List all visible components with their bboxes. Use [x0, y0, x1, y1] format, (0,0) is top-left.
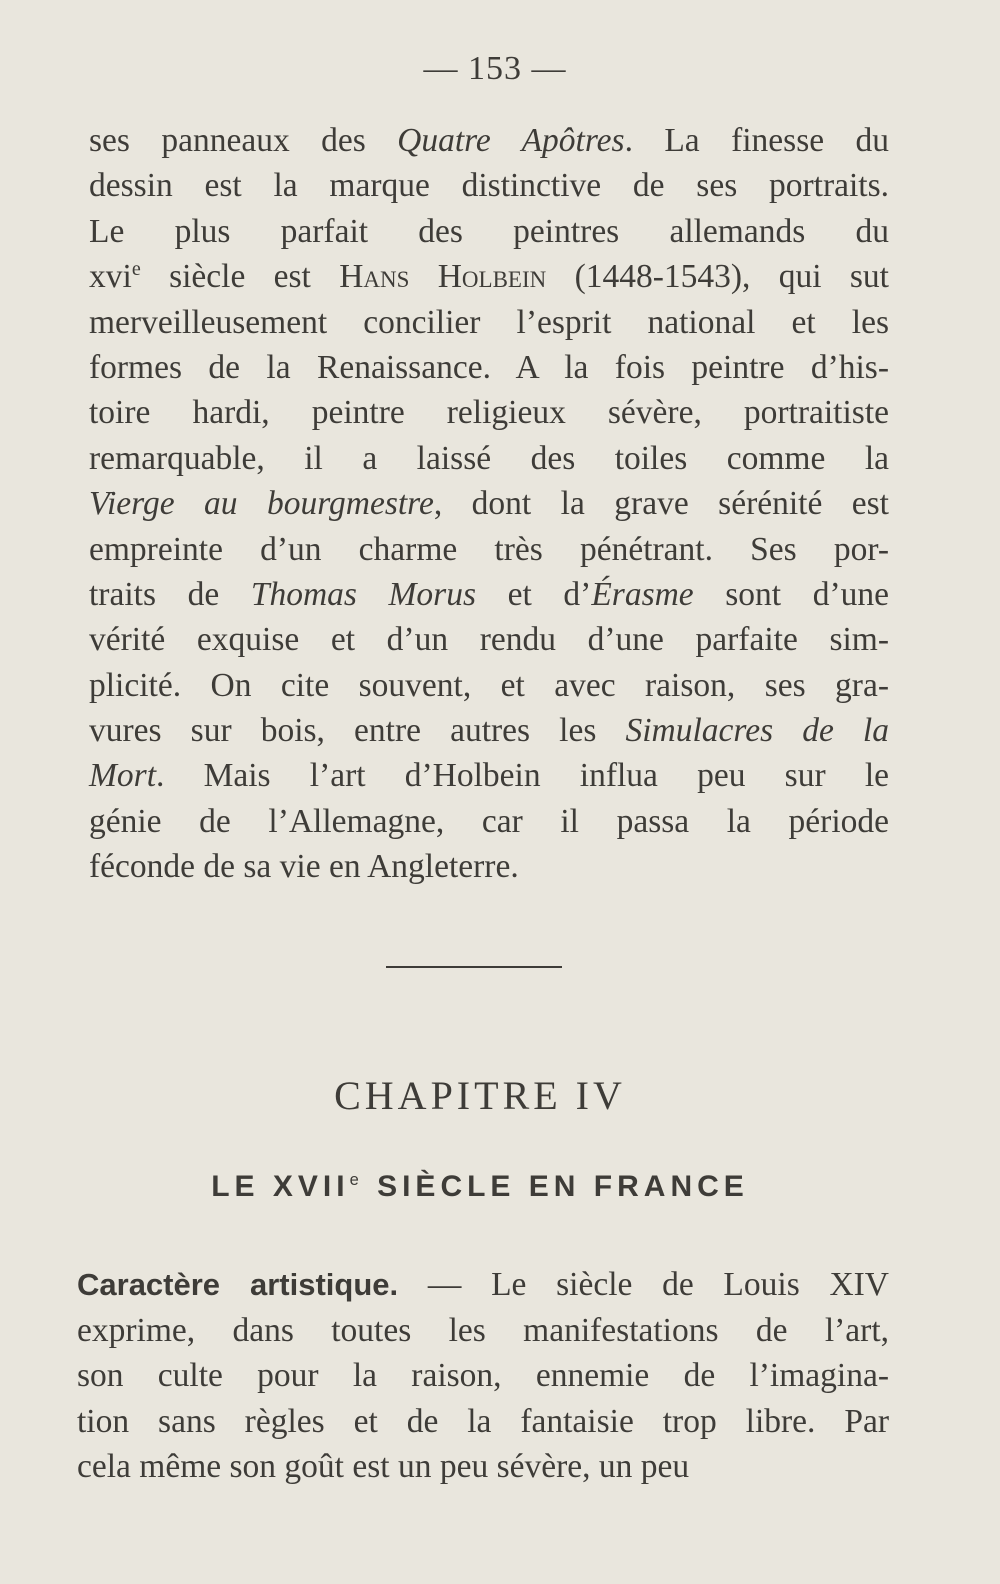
text-line: [89, 663, 889, 708]
text-line: [89, 436, 889, 481]
text-segment: Mort: [89, 757, 156, 795]
text-segment: empreinte d’un charme très pénétrant. Ses por-: [89, 530, 889, 568]
text-segment: — Le siècle de Louis XIV: [398, 1266, 889, 1303]
text-segment: cela même son goût est un peu sévère, un peu: [77, 1448, 690, 1486]
text-segment: féconde de sa vie en Angleterre.: [89, 848, 519, 886]
text-segment: ses panneaux des: [89, 122, 398, 159]
text-segment: génie de l’Allemagne, car il passa la période: [89, 802, 889, 840]
text-segment: . La finesse du: [624, 122, 889, 159]
paragraph-holbein: [89, 118, 889, 890]
text-line: [89, 481, 889, 526]
text-segment: toire hardi, peintre religieux sévère, portraitiste: [89, 394, 889, 432]
section-title-before: LE XVII: [211, 1170, 350, 1203]
text-line: [89, 799, 889, 844]
text-line: [89, 844, 889, 889]
text-line: [89, 708, 889, 753]
text-segment: tion sans règles et de la fantaisie trop libre. Par: [77, 1402, 889, 1440]
text-segment: traits de: [89, 575, 251, 613]
section-title: [0, 1170, 960, 1204]
text-segment: siècle est: [140, 258, 340, 296]
lead-term: Caractère artistique.: [77, 1267, 399, 1302]
text-line: [89, 118, 889, 163]
text-segment: formes de la Renaissance. A la fois peintre d’his-: [89, 348, 889, 386]
section-divider: [386, 966, 562, 968]
text-line: [89, 163, 889, 208]
text-line: [89, 254, 889, 299]
text-segment: sont d’une: [693, 575, 889, 613]
text-segment: . Mais l’art d’Holbein influa peu sur le: [156, 757, 889, 795]
text-segment: et d’: [476, 575, 592, 613]
text-line: [89, 345, 889, 390]
text-line: [89, 390, 889, 435]
text-segment: Vierge au bourgmestre: [89, 485, 434, 523]
text-line: [89, 572, 889, 617]
text-line: [77, 1444, 889, 1490]
text-segment: Le plus parfait des peintres allemands du: [89, 212, 889, 250]
text-line: [77, 1353, 889, 1399]
text-segment: xvi: [89, 258, 132, 296]
text-segment: merveilleusement concilier l’esprit national et les: [89, 303, 889, 341]
text-segment: dessin est la marque distinctive de ses portraits.: [89, 167, 889, 205]
paragraph-caractere-artistique: [77, 1262, 889, 1490]
text-line: [89, 617, 889, 662]
text-segment: Quatre Apôtres: [397, 122, 625, 159]
text-segment: , dont la grave sérénité est: [433, 485, 889, 523]
text-line: [77, 1308, 889, 1354]
text-line: [77, 1262, 889, 1308]
text-segment: Thomas Morus: [250, 575, 477, 613]
text-line: [89, 300, 889, 345]
text-segment: Érasme: [591, 575, 694, 613]
text-line: [89, 753, 889, 798]
text-line: [89, 209, 889, 254]
text-line: [77, 1399, 889, 1445]
section-title-sup: e: [349, 1171, 364, 1189]
text-segment: vérité exquise et d’un rendu d’une parfaite sim-: [89, 621, 889, 659]
chapter-title: CHAPITRE IV: [334, 1073, 626, 1118]
text-segment: son culte pour la raison, ennemie de l’imagina-: [77, 1357, 889, 1395]
text-segment: (1448-1543), qui sut: [546, 258, 889, 296]
text-segment: vures sur bois, entre autres les: [89, 712, 626, 750]
text-line: [89, 527, 889, 572]
text-segment: e: [131, 258, 141, 281]
text-segment: Hans Holbein: [339, 258, 547, 296]
text-segment: exprime, dans toutes les manifestations de l’art,: [77, 1311, 889, 1349]
section-title-after: SIÈCLE EN FRANCE: [363, 1170, 749, 1203]
text-segment: plicité. On cite souvent, et avec raison, ses gra-: [89, 666, 889, 704]
text-segment: remarquable, il a laissé des toiles comme la: [89, 439, 889, 477]
page-number: — 153 —: [423, 50, 567, 87]
text-segment: Simulacres de la: [625, 712, 889, 750]
